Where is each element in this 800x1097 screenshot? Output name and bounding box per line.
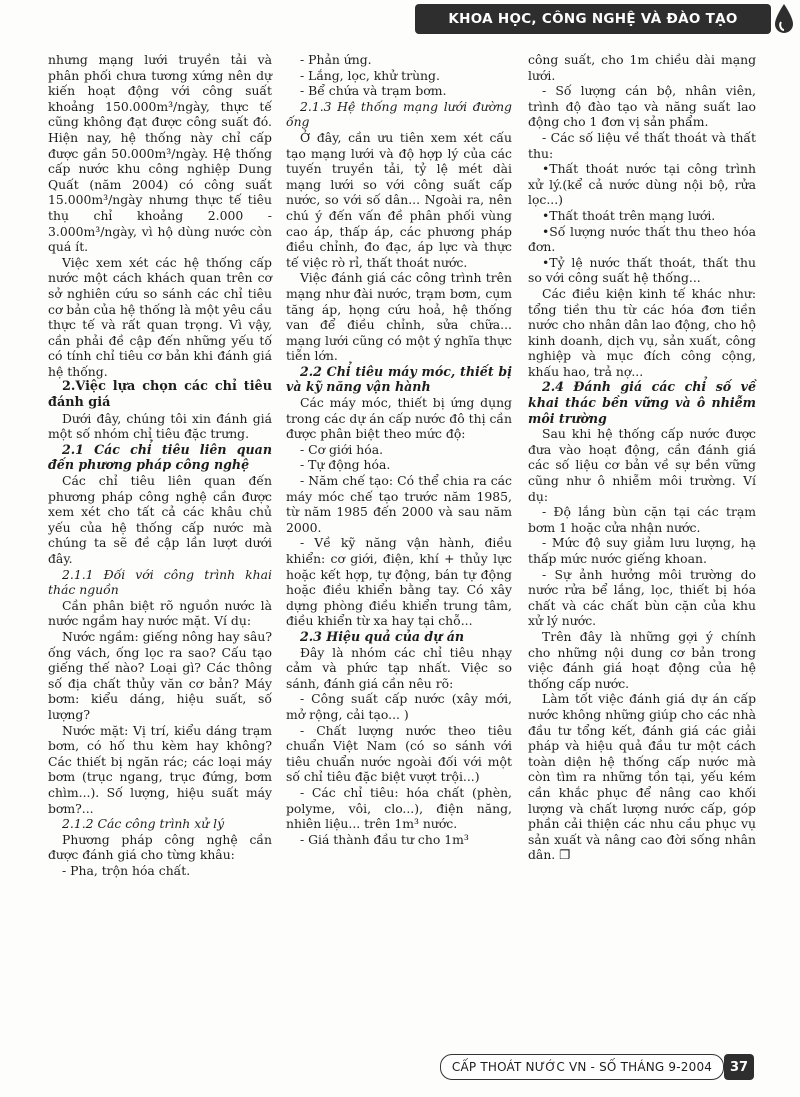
section-title: KHOA HỌC, CÔNG NGHỆ VÀ ĐÀO TẠO (448, 11, 738, 27)
subsubsection-heading: 2.1.1 Đối với công trình khai thác nguồn (48, 566, 272, 598)
subsection-heading: 2.2 Chỉ tiêu máy móc, thiết bị và kỹ năng vận hành (286, 363, 512, 395)
paragraph: Phương pháp công nghệ cần được đánh giá cho từng khâu: (48, 831, 272, 863)
paragraph: Các máy móc, thiết bị ứng dụng trong các dự án cấp nước đô thị cần được phân biệt theo mức độ: (286, 395, 512, 442)
paragraph: Cần phân biệt rõ nguồn nước là nước ngầm hay nước mặt. Ví dụ: (48, 597, 272, 629)
list-item: - Số lượng cán bộ, nhân viên, trình độ đào tạo và năng suất lao động cho 1 đơn vị sản phẩm. (528, 83, 756, 130)
paragraph: Ở đây, cần ưu tiên xem xét cấu tạo mạng lưới và độ hợp lý của các tuyến truyền tải, tỷ lệ mét dài mạng lưới so với công suất cấp nước, so với số dân... Ngoài ra, nên chú ý đến vấn đề phân phối vùng cao áp, thấp áp, các phương pháp điều chỉnh, đo đạc, áp lực và thực tế việc rò rỉ, thất thoát nước. (286, 129, 512, 270)
subsubsection-heading: 2.1.2 Các công trình xử lý (62, 816, 225, 832)
subsection-heading: 2.3 Hiệu quả của dự án (300, 628, 465, 644)
subsubsection-heading: 2.1.3 Hệ thống mạng lưới đường ống (286, 98, 512, 130)
list-item: - Chất lượng nước theo tiêu chuẩn Việt Nam (có so sánh với tiêu chuẩn nước ngoài đối với một số chỉ tiêu đặc biệt vượt trội...) (286, 722, 512, 785)
column-3 (528, 52, 756, 863)
section-header (415, 4, 771, 34)
page-number-badge (724, 1054, 754, 1080)
list-item: - Độ lắng bùn cặn tại các trạm bơm 1 hoặc cửa nhận nước. (528, 504, 756, 535)
list-item: - Cơ giới hóa. (300, 441, 384, 457)
subsection-heading: 2.4 Đánh giá các chỉ số về khai thác bền vững và ô nhiễm môi trường (528, 379, 756, 426)
subsection-heading: 2.1 Các chỉ tiêu liên quan đến phương pháp công nghệ (48, 441, 272, 473)
bullet-item: •Thất thoát trên mạng lưới. (542, 207, 716, 223)
list-item: - Giá thành đầu tư cho 1m³ (300, 831, 469, 847)
list-item: - Pha, trộn hóa chất. (62, 862, 191, 878)
column-2 (286, 52, 512, 847)
paragraph: Việc đánh giá các công trình trên mạng như đài nước, trạm bơm, cụm tăng áp, họng cứu hoả, hệ thống van để điều chỉnh, sửa chữa... mạng lưới cũng có một ý nghĩa thực tiễn lớn. (286, 270, 512, 364)
list-item: - Các chỉ tiêu: hóa chất (phèn, polyme, vôi, clo...), điện năng, nhiên liệu... trên 1m³ nước. (286, 784, 512, 832)
list-item: - Về kỹ năng vận hành, điều khiển: cơ giới, điện, khí + thủy lực hoặc kết hợp, tự động, bán tự động hoặc điều khiển bằng tay. Có xây dựng phòng điều khiển trung tâm, điều khiển từ xa hay tại chỗ... (286, 535, 512, 629)
section-heading: 2.Việc lựa chọn các chỉ tiêu đánh giá (48, 379, 272, 411)
list-item: - Sự ảnh hưởng môi trường do nước rửa bể lắng, lọc, thiết bị hóa chất và các chất bùn cặn của khu xử lý nước. (528, 566, 756, 629)
paragraph: Làm tốt việc đánh giá dự án cấp nước không những giúp cho các nhà đầu tư tổng kết, đánh giá các giải pháp và hiệu quả đầu tư một cách toàn diện hệ thống cấp nước mà còn tìm ra những tồn tại, yếu kém cần khắc phục để nâng cao khối lượng và chất lượng nước cấp, góp phần cải thiện các nhu cầu phục vụ sản xuất và nâng cao đời sống nhân dân. ❐ (528, 691, 756, 863)
paragraph: nhưng mạng lưới truyền tải và phân phối chưa tương xứng nên dự kiến hoạt động với công suất khoảng 150.000m³/ngày, thực tế cũng không đạt được công suất đó. Hiện nay, hệ thống này chỉ cấp được gần 50.000m³/ngày. Hệ thống cấp nước khu công nghiệp Dung Quất (năm 2004) có công suất 15.000m³/ngày nhưng thực tế tiêu thụ chỉ khoảng 2.000 - 3.000m³/ngày, vì hộ dùng nước còn quá ít. (48, 52, 272, 255)
list-item: - Năm chế tạo: Có thể chia ra các máy móc chế tạo trước năm 1985, từ năm 1985 đến 2000 và sau năm 2000. (286, 473, 512, 535)
page-number: 37 (729, 1059, 749, 1075)
bullet-item: •Tỷ lệ nước thất thoát, thất thu so với công suất hệ thống... (528, 254, 756, 286)
paragraph: Việc xem xét các hệ thống cấp nước một cách khách quan trên cơ sở nghiên cứu so sánh các chỉ tiêu cơ bản của hệ thống là một yêu cầu thực tế và rất quan trọng. Vì vậy, cần phải đề cập đến những yếu tố có tính chỉ tiêu cơ bản khi đánh giá hệ thống. (48, 254, 272, 379)
paragraph: Sau khi hệ thống cấp nước được đưa vào hoạt động, cần đánh giá các số liệu cơ bản về sự bền vững cũng như ô nhiễm môi trường. Ví dụ: (528, 426, 756, 504)
publication-footer (440, 1054, 724, 1080)
list-item: - Công suất cấp nước (xây mới, mở rộng, cải tạo... ) (286, 691, 512, 722)
water-drop-icon (772, 2, 796, 36)
list-item: - Lắng, lọc, khử trùng. (300, 67, 440, 83)
publication-name: CẤP THOÁT NƯỚC VN - SỐ THÁNG 9-2004 (451, 1060, 713, 1074)
list-item: - Phản ứng. (300, 52, 372, 67)
bullet-item: •Thất thoát nước tại công trình xử lý.(kể cả nước dùng nội bộ, rửa lọc...) (528, 161, 756, 208)
paragraph: công suất, cho 1m chiều dài mạng lưới. (528, 52, 756, 83)
list-item: - Mức độ suy giảm lưu lượng, hạ thấp mức nước giếng khoan. (528, 535, 756, 566)
list-item: - Các số liệu về thất thoát và thất thu: (528, 129, 756, 161)
paragraph: Các điều kiện kinh tế khác như: tổng tiền thu từ các hóa đơn tiền nước cho nhân dân lao động, cho hộ kinh doanh, dịch vụ, sản xuất, công nghiệp và mục đích công cộng, khấu hao, trả nợ... (528, 285, 756, 379)
list-item: - Tự động hóa. (300, 457, 391, 473)
bullet-item: •Số lượng nước thất thu theo hóa đơn. (528, 223, 756, 255)
paragraph: Đây là nhóm các chỉ tiêu nhạy cảm và phức tạp nhất. Việc so sánh, đánh giá cần nêu rõ: (286, 644, 512, 691)
list-item: - Bể chứa và trạm bơm. (300, 83, 447, 99)
column-1 (48, 52, 272, 878)
paragraph: Nước mặt: Vị trí, kiểu dáng trạm bơm, có hố thu kèm hay không? Các thiết bị ngăn rác; các loại máy bơm (trục ngang, trục đứng, bơm chìm...). Số lượng, hiệu suất máy bơm?... (48, 722, 272, 816)
paragraph: Trên đây là những gợi ý chính cho những nội dung cơ bản trong việc đánh giá hoạt động của hệ thống cấp nước. (528, 628, 756, 691)
paragraph: Nước ngầm: giếng nông hay sâu? ống vách, ống lọc ra sao? Cấu tạo giếng thế nào? Loại gì? Các thông số địa chất thủy văn cơ bản? Máy bơm: kiểu dáng, hiệu suất, số lượng? (48, 628, 272, 722)
paragraph: Dưới đây, chúng tôi xin đánh giá một số nhóm chỉ tiêu đặc trưng. (48, 410, 272, 442)
paragraph: Các chỉ tiêu liên quan đến phương pháp công nghệ cần được xem xét cho tất cả các khâu chủ yếu của hệ thống cấp nước mà chúng ta sẽ đề cập lần lượt dưới đây. (48, 473, 272, 566)
